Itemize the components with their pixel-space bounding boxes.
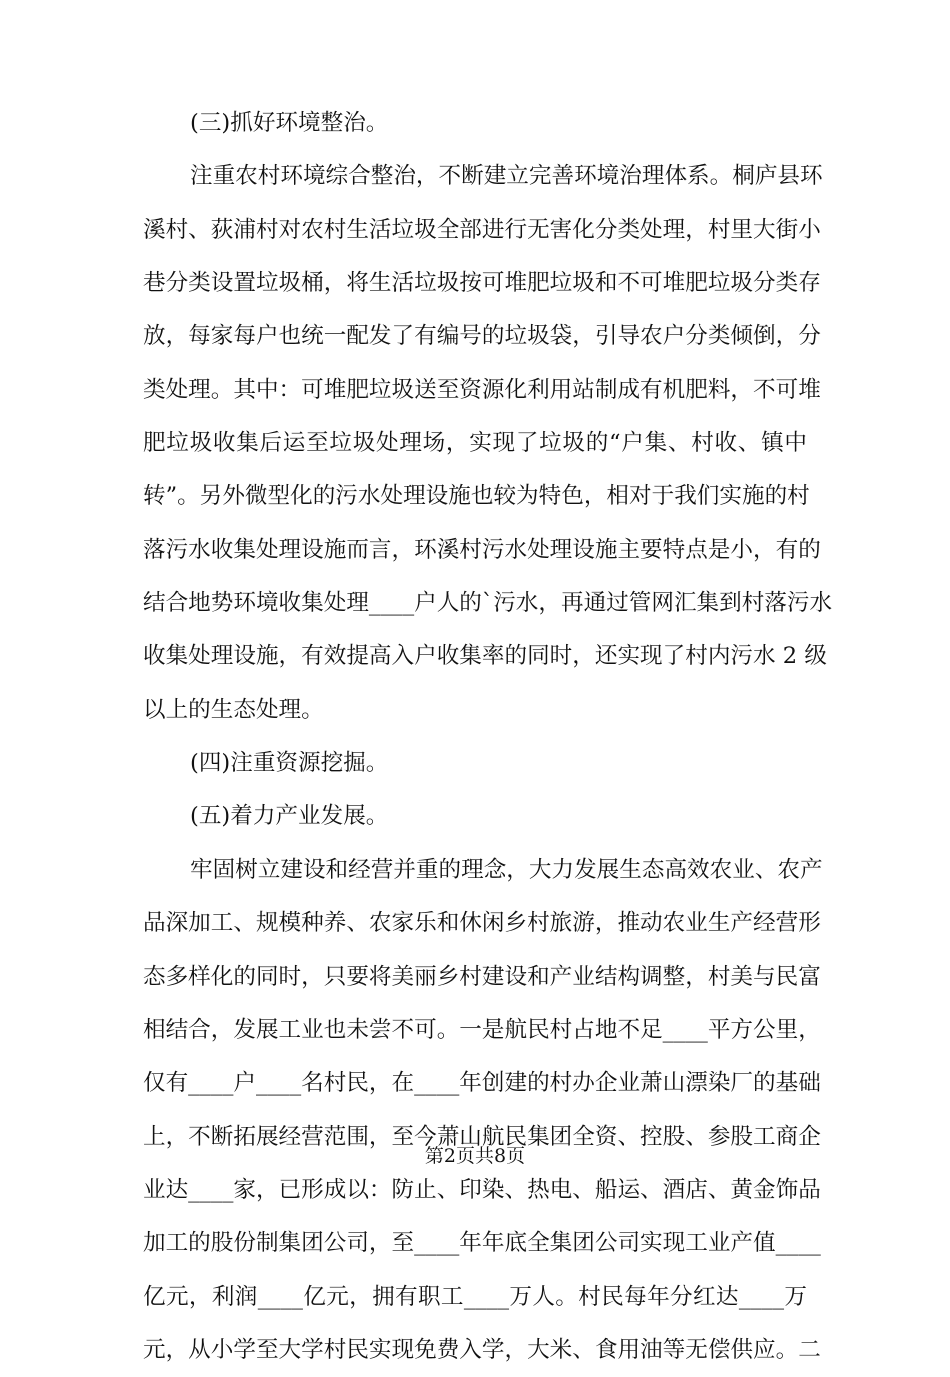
paragraph-line: 上，不断拓展经营范围，至今萧山航民集团全资、控股、参股工商企 [143,1123,821,1150]
paragraph-line: 元，从小学至大学村民实现免费入学，大米、食用油等无偿供应。二 [143,1336,821,1363]
paragraph-line: 牢固树立建设和经营并重的理念，大力发展生态高效农业、农产 [190,856,823,883]
document-body [143,97,833,1377]
section-heading: (四)注重资源挖掘。 [190,750,389,777]
paragraph-line: 相结合，发展工业也未尝不可。一是航民村占地不足____平方公里， [143,1016,821,1043]
paragraph-line: 态多样化的同时，只要将美丽乡村建设和产业结构调整，村美与民富 [143,963,821,990]
paragraph-line: 放，每家每户也统一配发了有编号的垃圾袋，引导农户分类倾倒，分 [143,323,821,350]
paragraph-line: 类处理。其中：可堆肥垃圾送至资源化利用站制成有机肥料，不可堆 [143,376,821,403]
page-number: 第2页共8页 [424,1145,526,1167]
section-heading: (三)抓好环境整治。 [190,110,389,136]
paragraph-line: 转”。另外微型化的污水处理设施也较为特色，相对于我们实施的村 [143,483,810,510]
paragraph-line: 结合地势环境收集处理____户人的`污水，再通过管网汇集到村落污水 [143,590,833,617]
paragraph-line: 溪村、荻浦村对农村生活垃圾全部进行无害化分类处理，村里大街小 [143,216,821,243]
paragraph-line: 肥垃圾收集后运至垃圾处理场，实现了垃圾的“户集、村收、镇中 [143,430,807,457]
paragraph-line: 巷分类设置垃圾桶，将生活垃圾按可堆肥垃圾和不可堆肥垃圾分类存 [143,270,821,297]
paragraph-line: 业达____家，已形成以：防止、印染、热电、船运、酒店、黄金饰品 [143,1176,821,1203]
paragraph-line: 亿元，利润____亿元，拥有职工____万人。村民每年分红达____万 [143,1283,807,1310]
paragraph-line: 加工的股份制集团公司，至____年年底全集团公司实现工业产值____ [143,1230,821,1257]
section-heading: (五)着力产业发展。 [190,803,389,830]
paragraph-line: 落污水收集处理设施而言，环溪村污水处理设施主要特点是小，有的 [143,536,821,563]
paragraph-line: 品深加工、规模种养、农家乐和休闲乡村旅游，推动农业生产经营形 [143,910,821,937]
paragraph-line: 仅有____户____名村民，在____年创建的村办企业萧山漂染厂的基础 [143,1070,821,1097]
paragraph-line: 收集处理设施，有效提高入户收集率的同时，还实现了村内污水 2 级 [143,643,827,670]
paragraph-line: 注重农村环境综合整治，不断建立完善环境治理体系。桐庐县环 [190,163,823,190]
paragraph-line: 以上的生态处理。 [143,696,324,723]
